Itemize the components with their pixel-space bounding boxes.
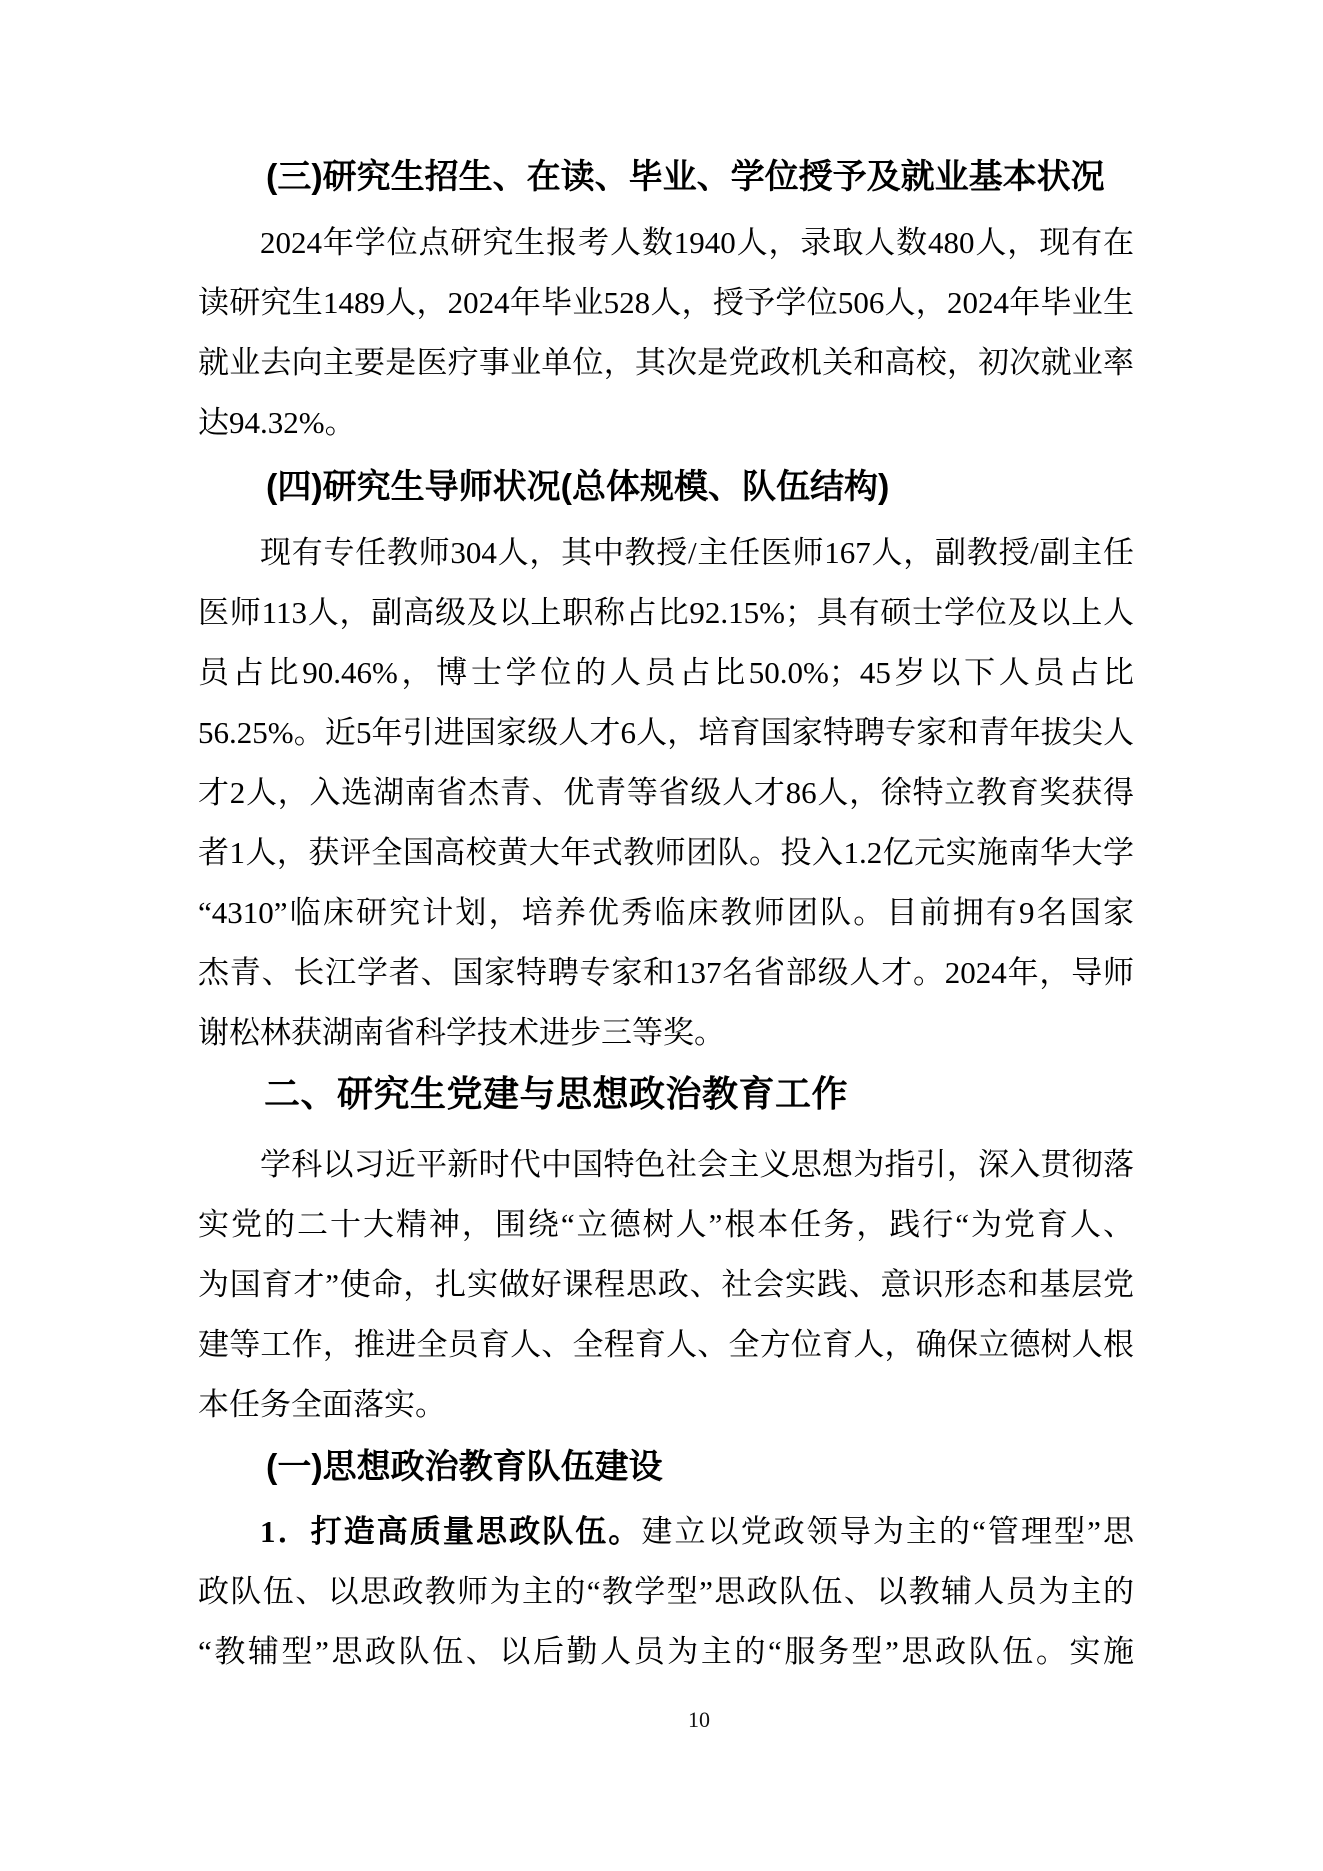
text-segment: 建立以党政领导为主的“管理型”思 <box>641 1514 1134 1549</box>
text-line <box>198 943 1134 1003</box>
text-line <box>198 1502 1134 1562</box>
text-segment: 建等工作，推进全员育人、全程育人、全方位育人，确保立德树人根 <box>198 1327 1134 1362</box>
text-segment: 谢松林获湖南省科学技术进步三等奖。 <box>198 1015 725 1050</box>
paragraph-ideological-team <box>198 1502 1134 1682</box>
text-line <box>198 1315 1134 1375</box>
text-segment: 达94.32%。 <box>198 405 356 440</box>
text-line <box>198 333 1134 393</box>
text-line <box>198 703 1134 763</box>
text-line <box>198 1003 1134 1063</box>
text-segment: 医师113人，副高级及以上职称占比92.15%；具有硕士学位及以上人 <box>198 595 1134 630</box>
text-segment: 学科以习近平新时代中国特色社会主义思想为指引，深入贯彻落 <box>260 1147 1134 1182</box>
text-segment: 2024年学位点研究生报考人数1940人，录取人数480人，现有在 <box>260 225 1134 260</box>
text-segment: “教辅型”思政队伍、以后勤人员为主的“服务型”思政队伍。实施 <box>198 1634 1134 1669</box>
page-number: 10 <box>688 1707 710 1732</box>
heading-section-3-admissions: (三)研究生招生、在读、毕业、学位授予及就业基本状况 <box>266 158 1105 196</box>
text-segment: 杰青、长江学者、国家特聘专家和137名省部级人才。2024年，导师 <box>198 955 1134 990</box>
text-line <box>198 1562 1134 1622</box>
text-line <box>198 213 1134 273</box>
paragraph-ideology-overview <box>198 1135 1134 1435</box>
text-segment: 者1人，获评全国高校黄大年式教师团队。投入1.2亿元实施南华大学 <box>198 835 1134 870</box>
text-segment: 56.25%。近5年引进国家级人才6人，培育国家特聘专家和青年拔尖人 <box>198 715 1134 750</box>
text-segment: 现有专任教师304人，其中教授/主任医师167人，副教授/副主任 <box>260 535 1134 570</box>
text-line <box>198 1622 1134 1682</box>
text-line <box>198 393 1134 453</box>
text-segment: 员占比90.46%，博士学位的人员占比50.0%；45岁以下人员占比 <box>198 655 1134 690</box>
paragraph-admissions <box>198 213 1134 453</box>
text-line <box>198 273 1134 333</box>
text-segment: 本任务全面落实。 <box>198 1387 446 1422</box>
text-segment: 才2人，入选湖南省杰青、优青等省级人才86人，徐特立教育奖获得 <box>198 775 1134 810</box>
text-line <box>198 1135 1134 1195</box>
text-line <box>198 1375 1134 1435</box>
text-line <box>198 1195 1134 1255</box>
text-segment: 政队伍、以思政教师为主的“教学型”思政队伍、以教辅人员为主的 <box>198 1574 1134 1609</box>
text-line <box>198 583 1134 643</box>
text-segment: 就业去向主要是医疗事业单位，其次是党政机关和高校，初次就业率 <box>198 345 1134 380</box>
text-line <box>198 523 1134 583</box>
text-segment: 读研究生1489人，2024年毕业528人，授予学位506人，2024年毕业生 <box>198 285 1134 320</box>
paragraph-supervisors <box>198 523 1134 1063</box>
heading-chapter-2-party-building: 二、研究生党建与思想政治教育工作 <box>264 1073 849 1114</box>
text-segment: 为国育才”使命，扎实做好课程思政、社会实践、意识形态和基层党 <box>198 1267 1134 1302</box>
text-line <box>198 643 1134 703</box>
heading-section-4-supervisors: (四)研究生导师状况(总体规模、队伍结构) <box>266 468 890 506</box>
text-segment: “4310”临床研究计划，培养优秀临床教师团队。目前拥有9名国家 <box>198 895 1134 930</box>
bold-lead-in: 1．打造高质量思政队伍。 <box>260 1514 642 1549</box>
text-line <box>198 823 1134 883</box>
text-segment: 实党的二十大精神，围绕“立德树人”根本任务，践行“为党育人、 <box>198 1207 1134 1242</box>
text-line <box>198 883 1134 943</box>
text-line <box>198 1255 1134 1315</box>
text-line <box>198 763 1134 823</box>
heading-subsection-1-ideological-team: (一)思想政治教育队伍建设 <box>266 1448 663 1486</box>
